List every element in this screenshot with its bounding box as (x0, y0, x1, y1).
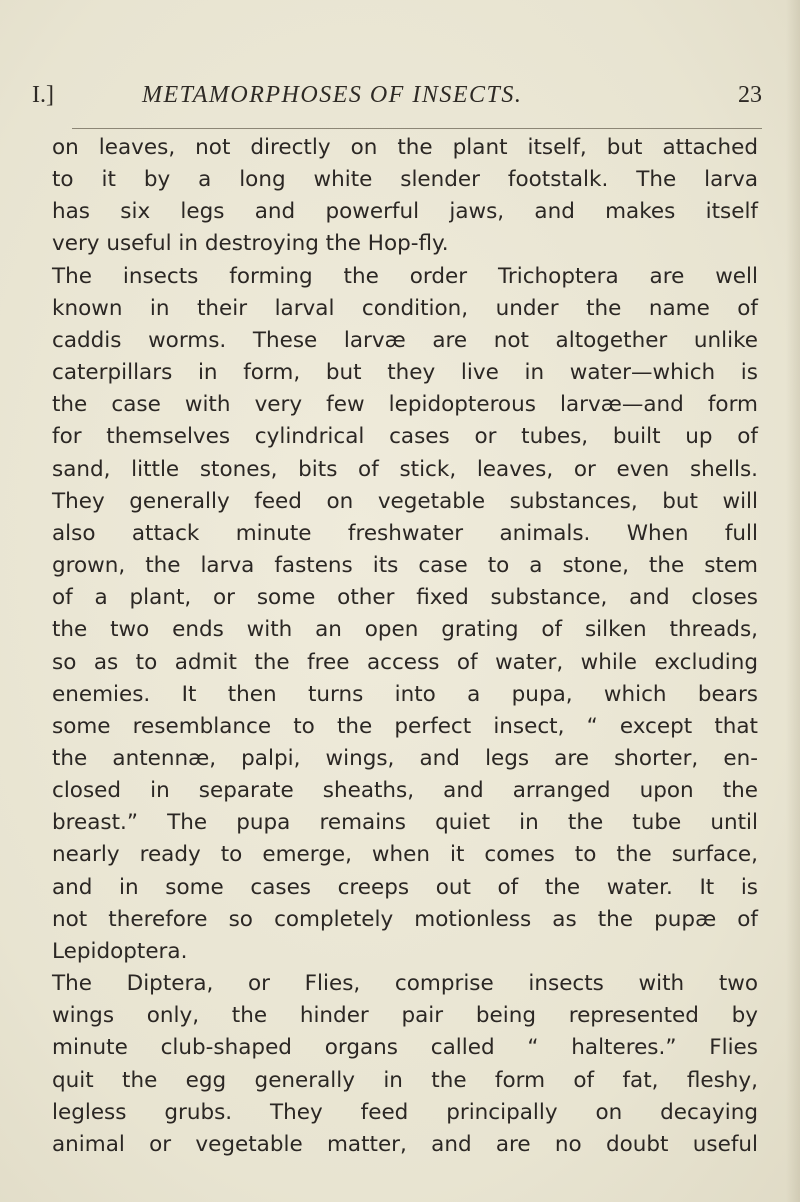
text-line: minute club-shaped organs called “ halteres.” Flies (52, 1035, 758, 1061)
text-line: quit the egg generally in the form of fat, fleshy, (52, 1067, 758, 1093)
text-line: They generally feed on vegetable substances, but will (52, 488, 758, 514)
text-line: has six legs and powerful jaws, and makes itself (52, 199, 758, 225)
text-line: very useful in destroying the Hop-fly. (52, 231, 449, 257)
text-line: for themselves cylindrical cases or tubes, built up of (52, 424, 758, 450)
text-line: wings only, the hinder pair being represented by (52, 1003, 758, 1029)
text-line: known in their larval condition, under the name of (52, 295, 758, 321)
header-rule (72, 128, 762, 129)
text-line: and in some cases creeps out of the water. It is (52, 874, 758, 900)
text-line: the case with very few lepidopterous larvæ—and form (52, 392, 758, 418)
body-text (52, 132, 758, 1161)
text-line: sand, little stones, bits of stick, leaves, or even shells. (52, 456, 758, 482)
text-line: breast.” The pupa remains quiet in the tube until (52, 810, 758, 836)
text-line: so as to admit the free access of water, while excluding (52, 649, 758, 675)
text-line: animal or vegetable matter, and are no doubt useful (52, 1131, 758, 1157)
page-number: 23 (738, 82, 762, 108)
text-line: The insects forming the order Trichoptera are well (52, 263, 758, 289)
text-line: enemies. It then turns into a pupa, which bears (52, 681, 758, 707)
text-line: of a plant, or some other fixed substance, and closes (52, 585, 758, 611)
text-line: the two ends with an open grating of silken threads, (52, 617, 758, 643)
text-line: caterpillars in form, but they live in water—which is (52, 360, 758, 386)
running-header (32, 82, 762, 118)
text-line: the antennæ, palpi, wings, and legs are shorter, en- (52, 745, 758, 771)
text-line: Lepidoptera. (52, 938, 188, 964)
text-line: nearly ready to emerge, when it comes to the surface, (52, 842, 758, 868)
text-line: on leaves, not directly on the plant itself, but attached (52, 135, 758, 160)
text-line: The Diptera, or Flies, comprise insects with two (52, 971, 758, 997)
running-title: METAMORPHOSES OF INSECTS. (142, 82, 523, 108)
text-line: legless grubs. They feed principally on decaying (52, 1099, 758, 1125)
text-line: closed in separate sheaths, and arranged upon the (52, 778, 758, 804)
page-edge-shadow (786, 0, 800, 1202)
text-line: grown, the larva fastens its case to a stone, the stem (52, 553, 758, 579)
chapter-number: I.] (32, 82, 54, 108)
text-line: to it by a long white slender footstalk. The larva (52, 167, 758, 193)
text-line: not therefore so completely motionless as the pupæ of (52, 906, 758, 932)
text-line: also attack minute freshwater animals. When full (52, 520, 758, 546)
text-line: some resemblance to the perfect insect, “ except that (52, 713, 758, 739)
text-line: caddis worms. These larvæ are not altogether unlike (52, 327, 758, 353)
